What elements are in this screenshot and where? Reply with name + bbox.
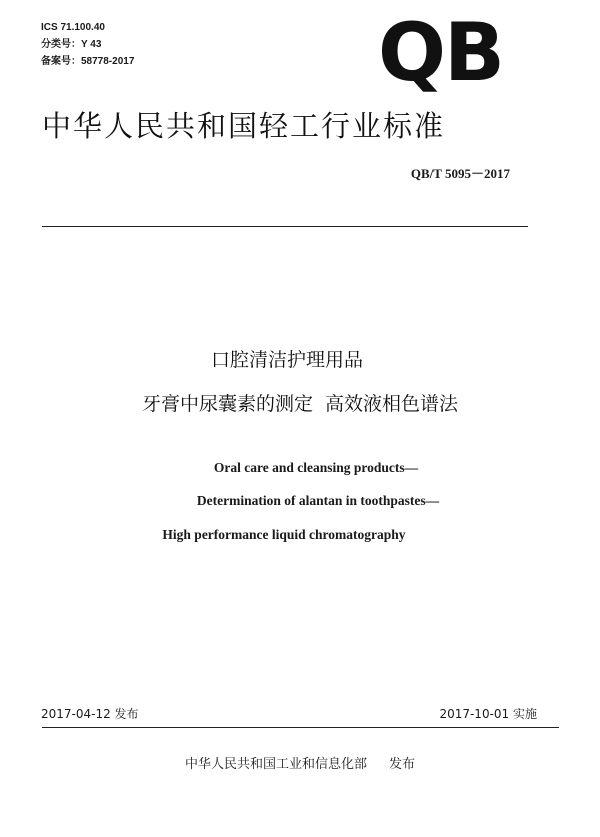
issuer-name: 中华人民共和国工业和信息化部 <box>184 757 367 772</box>
issue-date: 2017-04-12 发布 <box>41 707 139 721</box>
issuing-authority <box>0 753 600 772</box>
chinese-title-line-1: 口腔清洁护理用品 <box>210 349 363 371</box>
english-title-line-2: Determination of alantan in toothpastes— <box>196 493 440 508</box>
standard-category-title: 中华人民共和国轻工行业标准 <box>42 109 446 143</box>
classification-number: 分类号：Y 43 <box>41 39 102 50</box>
qb-logo: QB <box>378 6 503 99</box>
english-title-line-3: High performance liquid chromatography <box>162 527 406 542</box>
english-title-line-1: Oral care and cleansing products— <box>213 460 419 475</box>
ics-code: ICS 71.100.40 <box>41 22 105 33</box>
header-divider <box>42 226 528 227</box>
chinese-title-line-2: 牙膏中尿囊素的测定 高效液相色谱法 <box>141 393 459 415</box>
footer-divider <box>42 727 559 728</box>
standard-number: QB/T 5095－2017 <box>410 166 510 181</box>
record-number: 备案号：58778-2017 <box>41 56 135 67</box>
issuer-action: 发布 <box>389 757 416 772</box>
classification-block <box>41 19 134 70</box>
implementation-date: 2017-10-01 实施 <box>439 707 537 721</box>
